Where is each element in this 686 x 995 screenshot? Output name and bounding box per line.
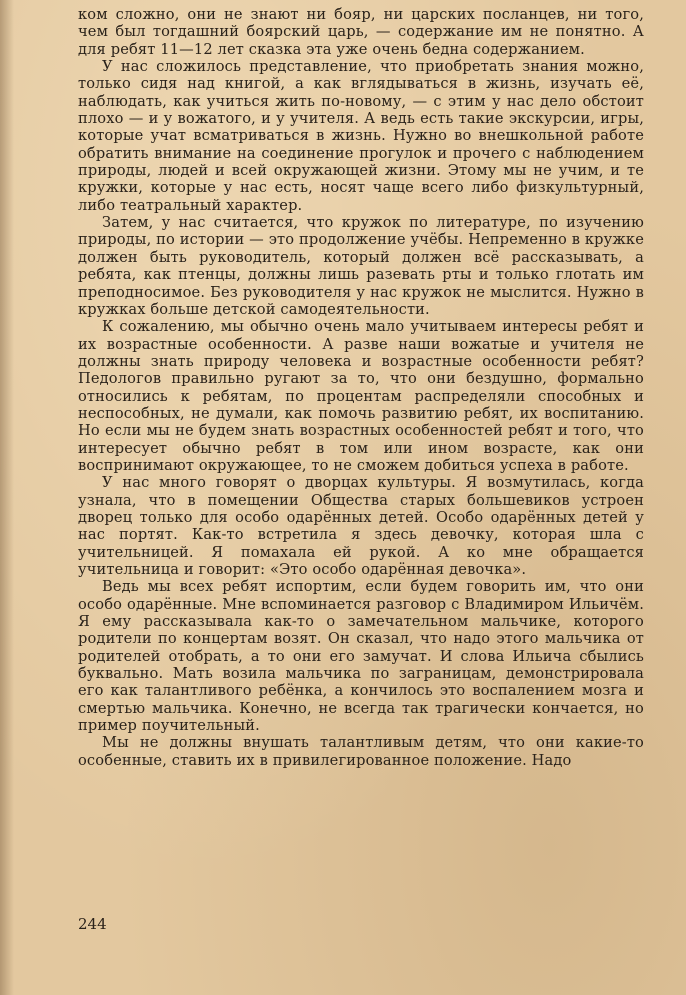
paragraph: Мы не должны внушать талантливым детям, что они какие-то особенные, ставить их в привилегированное положение. Надо — [78, 734, 644, 769]
paragraph: У нас сложилось представление, что приобретать знания можно, только сидя над книгой, а как вглядываться в жизнь, изучать её, наблюдать, как учиться жить по-новому, — с этим у нас дело обстоит плохо — и у вожатого, и у учителя. А ведь есть такие экскурсии, игры, которые учат всматриваться в жизнь. Нужно во внешкольной работе обратить внимание на соединение прогулок и прочего с наблюдением природы, людей и всей окружающей жизни. Этому мы не учим, и те кружки, которые у нас есть, носят чаще всего либо физкультурный, либо театральный характер. — [78, 58, 644, 214]
page-number: 244 — [78, 915, 107, 933]
paragraph: У нас много говорят о дворцах культуры. Я возмутилась, когда узнала, что в помещении Общества старых большевиков устроен дворец только для особо одарённых детей. Особо одарённых детей у нас портят. Как-то встретила я здесь девочку, которая шла с учительницей. Я помахала ей рукой. А ко мне обращается учительница и говорит: «Это особо одарённая девочка». — [78, 474, 644, 578]
paragraph: Ведь мы всех ребят испортим, если будем говорить им, что они особо одарённые. Мне вспоминается разговор с Владимиром Ильичём. Я ему рассказывала как-то о замечательном мальчике, которого родители по концертам возят. Он сказал, что надо этого мальчика от родителей отобрать, а то они его замучат. И слова Ильича сбылись буквально. Мать возила мальчика по заграницам, демонстрировала его как талантливого ребёнка, а кончилось это воспалением мозга и смертью мальчика. Конечно, не всегда так трагически кончается, но пример поучительный. — [78, 578, 644, 735]
body-text — [78, 6, 644, 769]
page-spine-shadow — [0, 0, 14, 995]
paragraph: Затем, у нас считается, что кружок по литературе, по изучению природы, по истории — это продолжение учёбы. Непременно в кружке должен быть руководитель, который должен всё рассказывать, а ребята, как птенцы, должны лишь разевать рты и только глотать им преподносимое. Без руководителя у нас кружок не мыслится. Нужно в кружках больше детской самодеятельности. — [78, 214, 644, 318]
paragraph-continued: ком сложно, они не знают ни бояр, ни царских посланцев, ни того, чем был тогдашний боярский царь, — содержание им не понятно. А для ребят 11—12 лет сказка эта уже очень бедна содержанием. — [78, 6, 644, 58]
paragraph: К сожалению, мы обычно очень мало учитываем интересы ребят и их возрастные особенности. А разве наши вожатые и учителя не должны знать природу человека и возрастные особенности ребят? Педологов правильно ругают за то, что они бездушно, формально относились к ребятам, по процентам распределяли способных и неспособных, не думали, как помочь развитию ребят, их воспитанию. Но если мы не будем знать возрастных особенностей ребят и того, что интересует обычно ребят в том или ином возрасте, как они воспринимают окружающее, то не сможем добиться успеха в работе. — [78, 318, 644, 474]
